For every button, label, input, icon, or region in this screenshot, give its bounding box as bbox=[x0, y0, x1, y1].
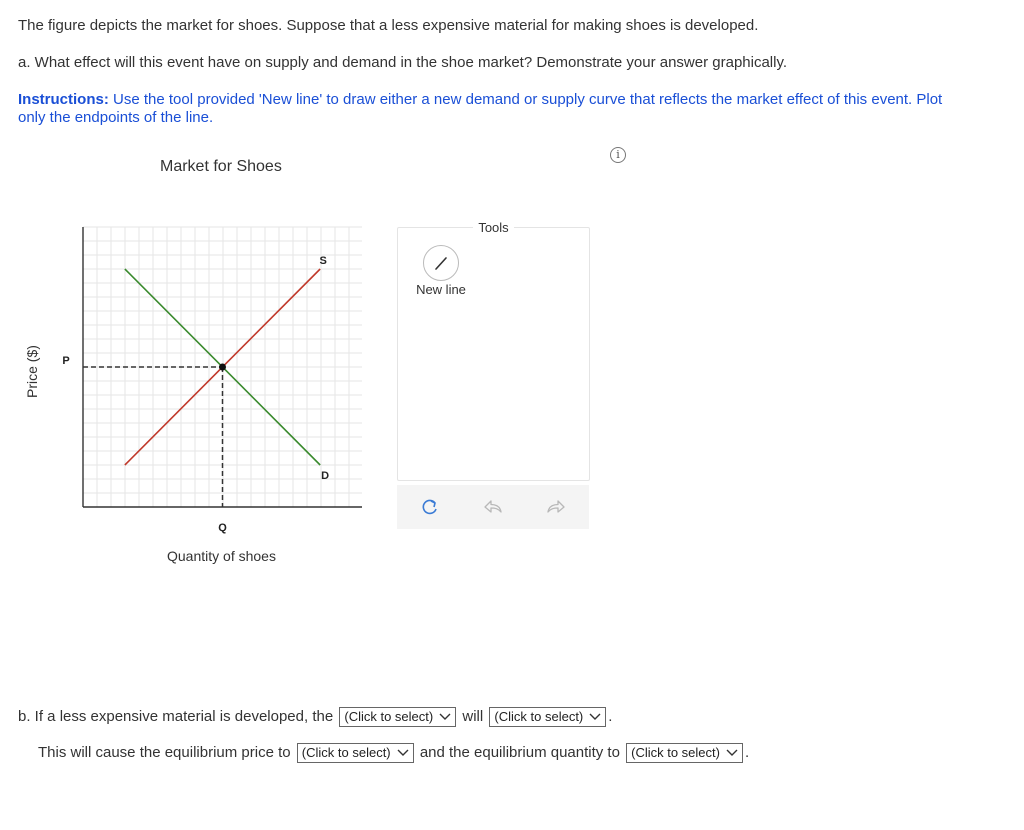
part-c-select-2[interactable] bbox=[626, 743, 743, 763]
tools-panel bbox=[397, 220, 590, 481]
part-b-row bbox=[18, 707, 612, 727]
question-part-a: a. What effect will this event have on supply and demand in the shoe market? Demonstrate your answer graphically. bbox=[18, 54, 788, 71]
new-line-label[interactable]: New line bbox=[416, 282, 466, 297]
part-b-select-1[interactable] bbox=[339, 707, 456, 727]
part-b-middle: will bbox=[462, 707, 484, 725]
instructions-text: Use the tool provided 'New line' to draw either a new demand or supply curve that reflects the market effect of this event. Plot only the endpoints of the line. bbox=[18, 91, 943, 126]
reset-icon[interactable] bbox=[419, 497, 441, 517]
part-b-select-1-value: (Click to select) bbox=[344, 709, 434, 724]
part-b-select-2[interactable] bbox=[489, 707, 606, 727]
x-axis-label: Quantity of shoes bbox=[167, 548, 276, 564]
part-c-select-2-value: (Click to select) bbox=[631, 745, 720, 760]
part-c-middle: and the equilibrium quantity to bbox=[419, 743, 620, 761]
part-c-end: . bbox=[744, 743, 750, 761]
equilibrium-point bbox=[219, 364, 226, 371]
demand-label: D bbox=[321, 470, 330, 482]
chart-title: Market for Shoes bbox=[160, 158, 282, 175]
part-b-select-2-value: (Click to select) bbox=[494, 709, 584, 724]
instructions-label: Instructions: bbox=[18, 91, 109, 108]
market-chart[interactable] bbox=[0, 0, 400, 560]
chevron-down-icon bbox=[589, 713, 601, 721]
chevron-down-icon bbox=[397, 749, 409, 757]
part-c-select-1[interactable] bbox=[297, 743, 414, 763]
equilibrium-price-label: P bbox=[62, 355, 70, 367]
y-axis-label: Price ($) bbox=[24, 345, 40, 398]
equilibrium-quantity-label: Q bbox=[218, 522, 227, 534]
question-intro: The figure depicts the market for shoes. Suppose that a less expensive material for making shoes is developed. bbox=[18, 17, 759, 34]
info-icon[interactable]: i bbox=[610, 147, 626, 163]
tools-title-wrap bbox=[398, 219, 589, 237]
tools-title: Tools bbox=[473, 220, 513, 235]
part-b-prefix: b. If a less expensive material is developed, the bbox=[18, 707, 334, 725]
part-c-select-1-value: (Click to select) bbox=[301, 745, 391, 760]
new-line-button[interactable] bbox=[423, 245, 459, 281]
actions-bar bbox=[397, 485, 589, 529]
chevron-down-icon bbox=[726, 749, 738, 757]
chevron-down-icon bbox=[439, 713, 451, 721]
redo-icon[interactable] bbox=[545, 497, 567, 517]
undo-icon[interactable] bbox=[482, 497, 504, 517]
pencil-icon bbox=[424, 246, 458, 280]
part-c-prefix: This will cause the equilibrium price to bbox=[38, 743, 291, 761]
part-b-end: . bbox=[608, 707, 613, 725]
supply-label: S bbox=[319, 255, 327, 267]
part-c-row bbox=[38, 743, 749, 763]
